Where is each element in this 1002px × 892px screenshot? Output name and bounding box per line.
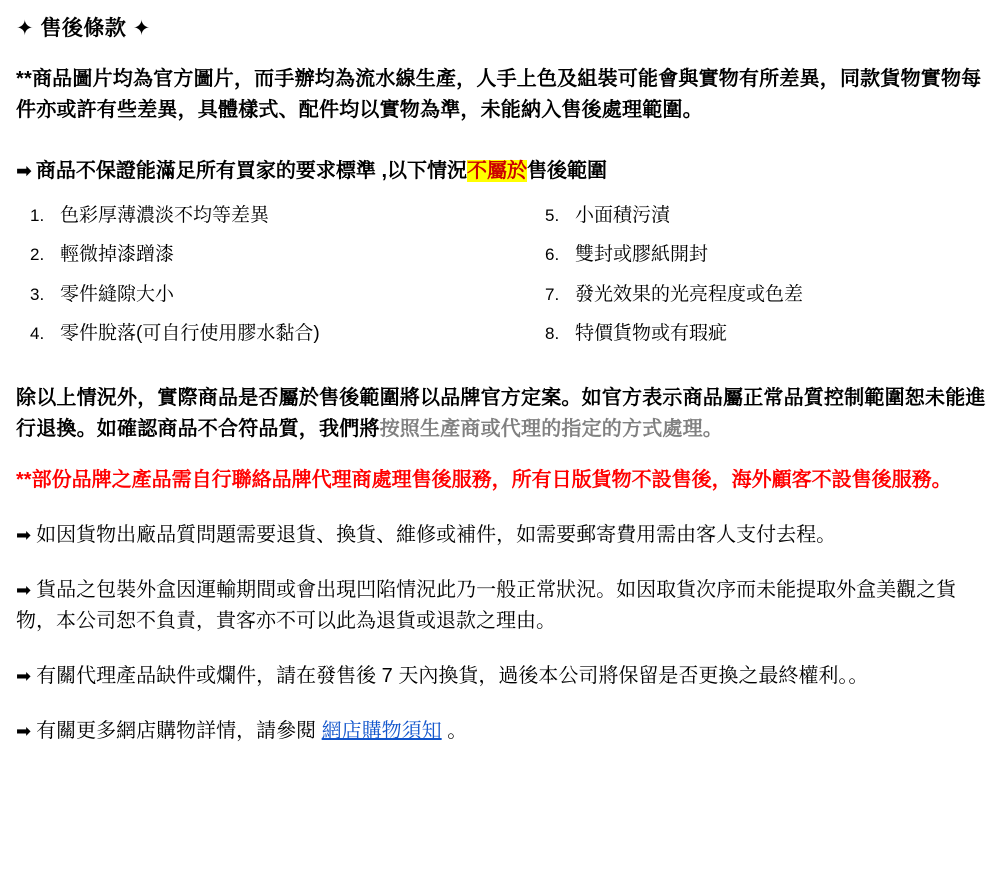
list-item-label: 零件縫隙大小	[60, 283, 175, 305]
list-item-number: 6.	[545, 245, 560, 265]
exclusion-list-left	[16, 203, 501, 362]
list-item-label: 小面積污漬	[575, 204, 671, 226]
right-arrow-icon: ➡	[16, 666, 32, 687]
list-item-number: 3.	[30, 284, 45, 304]
shopping-guide-link[interactable]: 網店購物須知	[321, 720, 442, 743]
list-item-number: 8.	[545, 324, 560, 344]
policy-paragraph-part1: 除以上情況外，實際商品是否屬於售後範圍將以品牌官方定案。如官方表示商品屬正常品質控制範圍恕未能進行退換。如確認商品不合符品質，我們將	[16, 387, 986, 441]
list-item	[545, 321, 986, 347]
right-arrow-icon: ➡	[16, 161, 32, 182]
policy-paragraph	[16, 383, 986, 445]
exclusion-heading	[16, 156, 986, 187]
list-item-number: 1.	[30, 205, 45, 225]
list-item-label: 輕微掉漆蹭漆	[60, 244, 175, 266]
list-item-label: 色彩厚薄濃淡不均等差異	[60, 204, 270, 226]
list-item-number: 4.	[30, 324, 45, 344]
list-item	[545, 282, 986, 308]
policy-paragraph-part2: 按照生產商或代理的指定的方式處理。	[379, 418, 724, 441]
bullet-label: 貨品之包裝外盒因運輸期間或會出現凹陷情況此乃一般正常狀況。如因取貨次序而未能提取外盒美觀之貨物，本公司恕不負責，貴客亦不可以此為退貨或退款之理由。	[16, 579, 957, 633]
bullet-label: 如因貨物出廠品質問題需要退貨、換貨、維修或補件，如需要郵寄費用需由客人支付去程。	[36, 524, 837, 547]
list-item-number: 5.	[545, 205, 560, 225]
exclusion-heading-before: 商品不保證能滿足所有買家的要求標準 ,以下情況	[35, 160, 468, 182]
page-title: ✦ 售後條款 ✦	[16, 17, 151, 40]
list-item	[30, 282, 501, 308]
list-item	[30, 321, 501, 347]
list-item-number: 2.	[30, 245, 45, 265]
right-arrow-icon: ➡	[16, 721, 32, 742]
exclusion-heading-after: 售後範圍	[527, 160, 608, 182]
exclusion-heading-highlight: 不屬於	[467, 160, 528, 182]
list-item	[30, 242, 501, 268]
bullet-missing-parts	[16, 661, 986, 692]
list-item	[30, 203, 501, 229]
red-notice: **部份品牌之產品需自行聯絡品牌代理商處理售後服務，所有日版貨物不設售後，海外顧客不設售後服務。	[16, 469, 952, 492]
bullet-packaging	[16, 575, 986, 637]
list-item	[545, 203, 986, 229]
list-item	[545, 242, 986, 268]
intro-paragraph: **商品圖片均為官方圖片，而手辦均為流水線生產，人手上色及組裝可能會與實物有所差異，同款貨物實物每件亦或許有些差異，具體樣式、配件均以實物為準，未能納入售後處理範圍。	[16, 68, 982, 121]
bullet-more-info	[16, 716, 986, 747]
exclusion-lists	[16, 203, 986, 362]
list-item-label: 特價貨物或有瑕疵	[575, 323, 728, 345]
bullet-label-after: 。	[441, 720, 468, 743]
bullet-shipping-cost	[16, 520, 986, 551]
right-arrow-icon: ➡	[16, 525, 32, 546]
list-item-label: 雙封或膠紙開封	[575, 244, 709, 266]
list-item-number: 7.	[545, 284, 560, 304]
list-item-label: 零件脫落(可自行使用膠水黏合)	[60, 323, 320, 345]
bullet-label-before: 有關更多網店購物詳情，請參閱	[36, 720, 322, 743]
bullet-label: 有關代理產品缺件或爛件，請在發售後 7 天內換貨，過後本公司將保留是否更換之最終權利。。	[36, 665, 869, 688]
list-item-label: 發光效果的光亮程度或色差	[575, 283, 804, 305]
right-arrow-icon: ➡	[16, 580, 32, 601]
exclusion-list-right	[501, 203, 986, 362]
